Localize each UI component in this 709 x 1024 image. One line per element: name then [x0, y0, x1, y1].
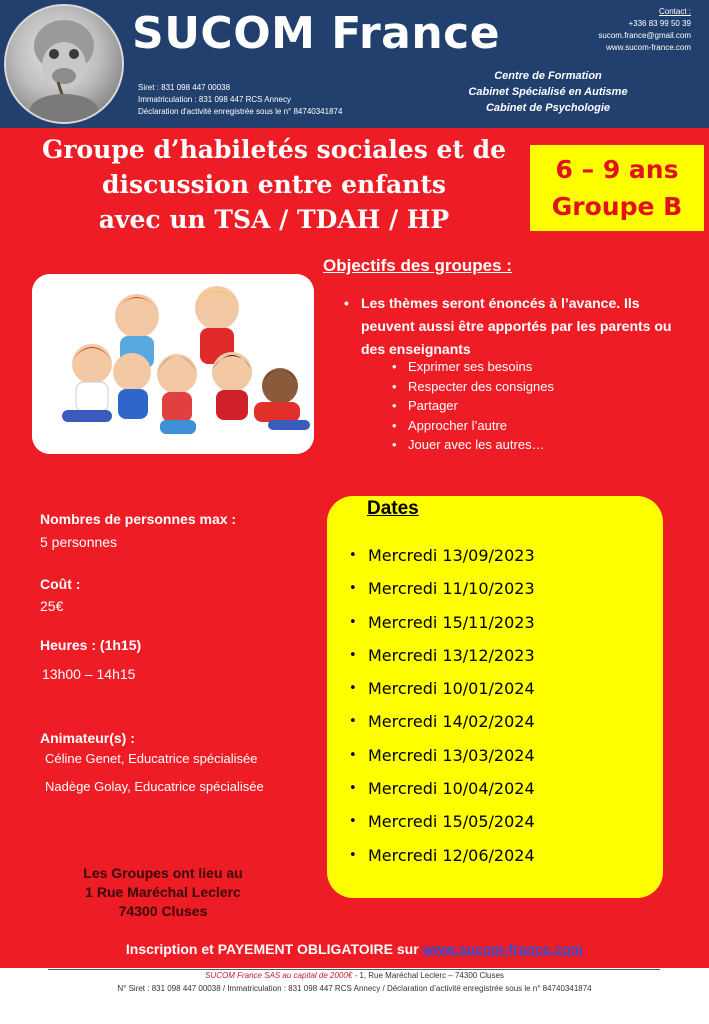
animators-label: Animateur(s) : [40, 730, 135, 746]
hours-label: Heures : (1h15) [40, 637, 142, 653]
date-item: • Mercredi 13/12/2023 [349, 642, 535, 675]
age-group-badge [530, 145, 704, 231]
date-item: • Mercredi 10/01/2024 [349, 675, 535, 708]
date-item: • Mercredi 13/03/2024 [349, 742, 535, 775]
date-item: • Mercredi 12/06/2024 [349, 842, 535, 875]
objectives-main-text: Les thèmes seront énoncés à l’avance. Ils peuvent aussi être apportés par les parents ou des enseignants [361, 295, 672, 357]
people-label: Nombres de personnes max : [40, 511, 237, 527]
location-city: 74300 Cluses [118, 903, 208, 919]
monkey-logo-image [4, 4, 124, 124]
objectives-heading: Objectifs des groupes : [323, 256, 512, 275]
date-item: • Mercredi 14/02/2024 [349, 708, 535, 741]
bullet-icon: • [344, 295, 349, 311]
date-item: • Mercredi 15/05/2024 [349, 808, 535, 841]
objectives-main-point [344, 292, 684, 361]
dates-heading: Dates [367, 498, 419, 519]
date-item: • Mercredi 15/11/2023 [349, 609, 535, 642]
list-item: • Respecter des consignes [392, 377, 554, 397]
list-item: • Jouer avec les autres… [392, 435, 554, 455]
inscription-line [0, 941, 709, 957]
contact-email[interactable]: sucom.france@gmail.com [598, 31, 691, 40]
service-autism: Cabinet Spécialisé en Autisme [468, 86, 628, 98]
service-psychology: Cabinet de Psychologie [485, 102, 611, 114]
animator-1: Céline Genet, Educatrice spécialisée [45, 751, 258, 766]
children-illustration [32, 274, 314, 454]
objectives-list [392, 357, 554, 455]
list-item: • Exprimer ses besoins [392, 357, 554, 377]
footer-line-1 [0, 971, 709, 980]
siret-line: Siret : 831 098 447 00038 [138, 83, 231, 92]
cost-label: Coût : [40, 576, 81, 592]
title-line-1: Groupe d’habiletés sociales et de [41, 135, 507, 164]
contact-block [598, 6, 691, 54]
title-line-3: avec un TSA / TDAH / HP [98, 205, 450, 234]
footer-line-2: N° Siret : 831 098 447 00038 / Immatriculation : 831 098 447 RCS Annecy / Déclaration d’activité enregistrée sous le n° 84740341874 [117, 984, 592, 993]
group-label: Groupe B [551, 192, 683, 221]
contact-title: Contact : [658, 7, 691, 16]
inscription-link[interactable]: www.sucom-france.com [422, 941, 584, 957]
title-line-2: discussion entre enfants [102, 170, 446, 199]
date-item: • Mercredi 13/09/2023 [349, 542, 535, 575]
hours-value: 13h00 – 14h15 [42, 666, 136, 682]
inscription-text: Inscription et PAYEMENT OBLIGATOIRE sur [125, 941, 423, 957]
dates-list [349, 542, 535, 875]
location-block [58, 864, 268, 921]
page-title [24, 132, 524, 237]
date-item: • Mercredi 11/10/2023 [349, 575, 535, 608]
service-training: Centre de Formation [494, 70, 602, 82]
footer-divider [48, 969, 660, 970]
location-line-1: Les Groupes ont lieu au [83, 865, 243, 881]
people-value: 5 personnes [40, 534, 118, 550]
contact-website[interactable]: www.sucom-france.com [606, 43, 691, 52]
date-item: • Mercredi 10/04/2024 [349, 775, 535, 808]
contact-phone: +336 83 99 50 39 [628, 19, 691, 28]
footer-company: SUCOM France SAS au capital de 2000€ - [205, 971, 358, 980]
animator-2: Nadège Golay, Educatrice spécialisée [45, 779, 264, 794]
immatriculation-line: Immatriculation : 831 098 447 RCS Annecy [138, 95, 291, 104]
services-list [458, 68, 638, 116]
brand-title: SUCOM France [132, 8, 501, 59]
cost-value: 25€ [40, 598, 64, 614]
age-range: 6 – 9 ans [555, 155, 679, 184]
declaration-line: Déclaration d'activité enregistrée sous le n° 84740341874 [138, 107, 343, 116]
registration-info [138, 82, 342, 118]
footer-address: 1, Rue Maréchal Leclerc – 74300 Cluses [357, 971, 504, 980]
list-item: • Approcher l’autre [392, 416, 554, 436]
location-street: 1 Rue Maréchal Leclerc [85, 884, 241, 900]
list-item: • Partager [392, 396, 554, 416]
